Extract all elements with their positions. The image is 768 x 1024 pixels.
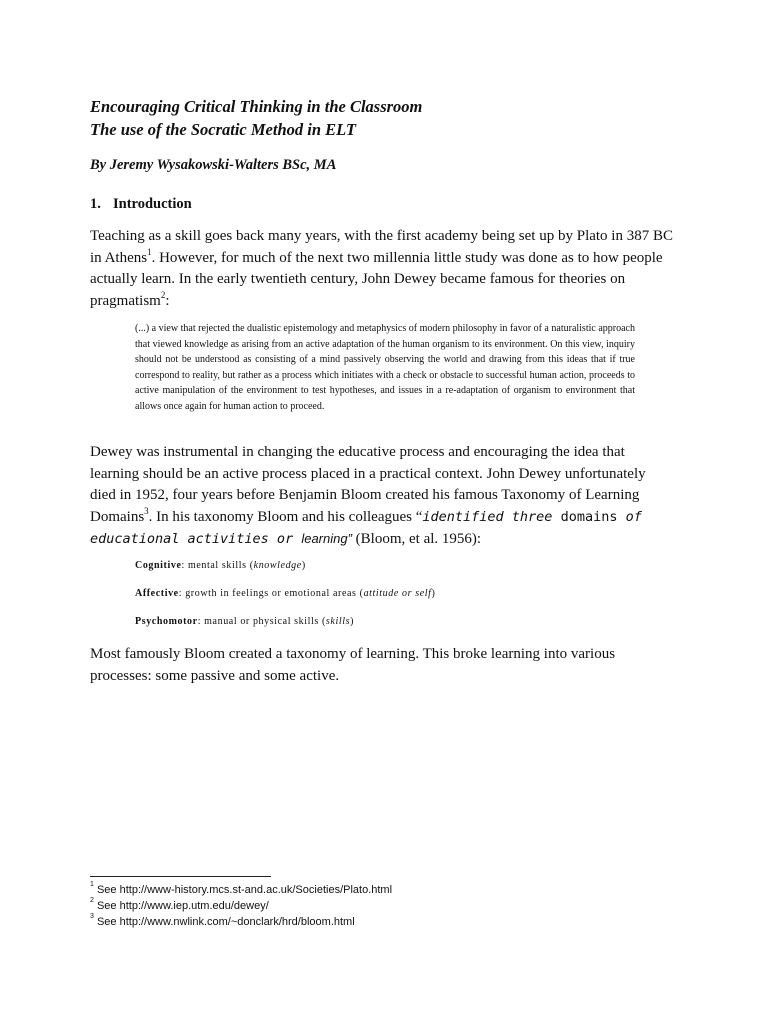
text-span: . In his taxonomy Bloom and his colleagues “ <box>148 508 423 525</box>
section-title: Introduction <box>113 196 192 212</box>
text-span: domains <box>560 508 626 525</box>
footnote-text: See http://www-history.mcs.st-and.ac.uk/Societies/Plato.html <box>93 884 393 896</box>
title-line-1: Encouraging Critical Thinking in the Classroom <box>90 97 423 116</box>
domain-example: skills <box>325 616 351 627</box>
paragraph-line: learning should be an active process placed in a practical context. John Dewey unfortunately <box>90 465 646 482</box>
footnote-ref-1: 1 <box>147 246 152 257</box>
domain-name: Psychomotor <box>135 616 198 627</box>
footnote-text: See http://www.iep.utm.edu/dewey/ <box>93 900 269 912</box>
domain-cognitive <box>135 559 306 573</box>
paragraph-line <box>90 291 690 313</box>
text-span: in Athens <box>90 249 148 266</box>
text-span: (Bloom, et al. 1956): <box>351 531 482 548</box>
domain-example: knowledge <box>253 560 302 571</box>
footnote-ref-2: 2 <box>160 289 166 300</box>
footnote-2 <box>90 898 392 914</box>
footnote-number: 1 <box>90 881 94 889</box>
paragraph-line <box>90 528 690 551</box>
block-quote: (...) a view that rejected the dualistic epistemology and metaphysics of modern philosophy in favor of a naturalistic approach that viewed knowledge as arising from an active adaptation of the human organism to its environment. On this view, inquiry should not be understood as consisting of a mind passively observing the world and drawing from this ideas that if true correspond to reality, but rather as a process which initiates with a check or obstacle to successful human action, proceeds to active manipulation of the environment to test hypotheses, and issues in a re-adaptation of organism to environment that allows once again for human action to proceed. <box>135 323 635 412</box>
paragraph-line: Most famously Bloom created a taxonomy of learning. This broke learning into various <box>90 646 616 662</box>
paragraph-line: Dewey was instrumental in changing the educative process and encouraging the idea that <box>90 444 625 460</box>
document-title <box>90 95 422 141</box>
paragraph-line: actually learn. In the early twentieth century, John Dewey became famous for theories on <box>90 271 626 288</box>
domain-close: ) <box>301 560 306 571</box>
footnote-divider <box>90 876 271 877</box>
domain-desc: : mental skills ( <box>181 560 254 571</box>
domain-close: ) <box>350 616 355 627</box>
domain-psychomotor <box>135 615 354 629</box>
domain-name: Affective <box>135 588 179 599</box>
text-span: learning” <box>301 531 352 547</box>
domain-affective <box>135 587 435 601</box>
domain-desc: : manual or physical skills ( <box>197 616 326 627</box>
paragraph-line <box>90 507 690 529</box>
section-number: 1. <box>90 196 101 212</box>
paragraph-line: Teaching as a skill goes back many years, with the first academy being set up by Plato in 387 BC <box>90 228 673 244</box>
text-span: educational activities or <box>90 531 302 548</box>
footnote-number: 2 <box>90 897 94 905</box>
paragraph-bloom <box>90 644 690 687</box>
footnote-1 <box>90 882 392 898</box>
text-span: : <box>165 292 170 309</box>
paragraph-intro <box>90 226 690 312</box>
text-span: Domains <box>90 508 145 525</box>
paragraph-line: processes: some passive and some active. <box>90 667 340 684</box>
domain-desc: : growth in feelings or emotional areas ( <box>178 588 364 599</box>
domain-example: attitude or self <box>363 588 432 599</box>
text-span: identified three <box>422 508 561 525</box>
domain-close: ) <box>431 588 436 599</box>
footnotes <box>90 882 392 930</box>
paragraph-line: died in 1952, four years before Benjamin Bloom created his famous Taxonomy of Learning <box>90 487 640 504</box>
footnote-ref-3: 3 <box>144 505 149 516</box>
footnote-number: 3 <box>90 913 94 921</box>
paragraph-line <box>90 248 690 270</box>
text-span: . However, for much of the next two millennia little study was done as to how people <box>151 249 663 266</box>
text-span: pragmatism <box>90 292 161 309</box>
section-heading <box>90 194 192 214</box>
title-line-2: The use of the Socratic Method in ELT <box>90 120 356 139</box>
footnote-3 <box>90 914 392 930</box>
text-span: of <box>625 508 642 525</box>
paragraph-dewey <box>90 442 690 551</box>
footnote-text: See http://www.nwlink.com/~donclark/hrd/bloom.html <box>93 916 355 928</box>
domain-name: Cognitive <box>135 560 182 571</box>
author-byline: By Jeremy Wysakowski-Walters BSc, MA <box>90 157 337 173</box>
